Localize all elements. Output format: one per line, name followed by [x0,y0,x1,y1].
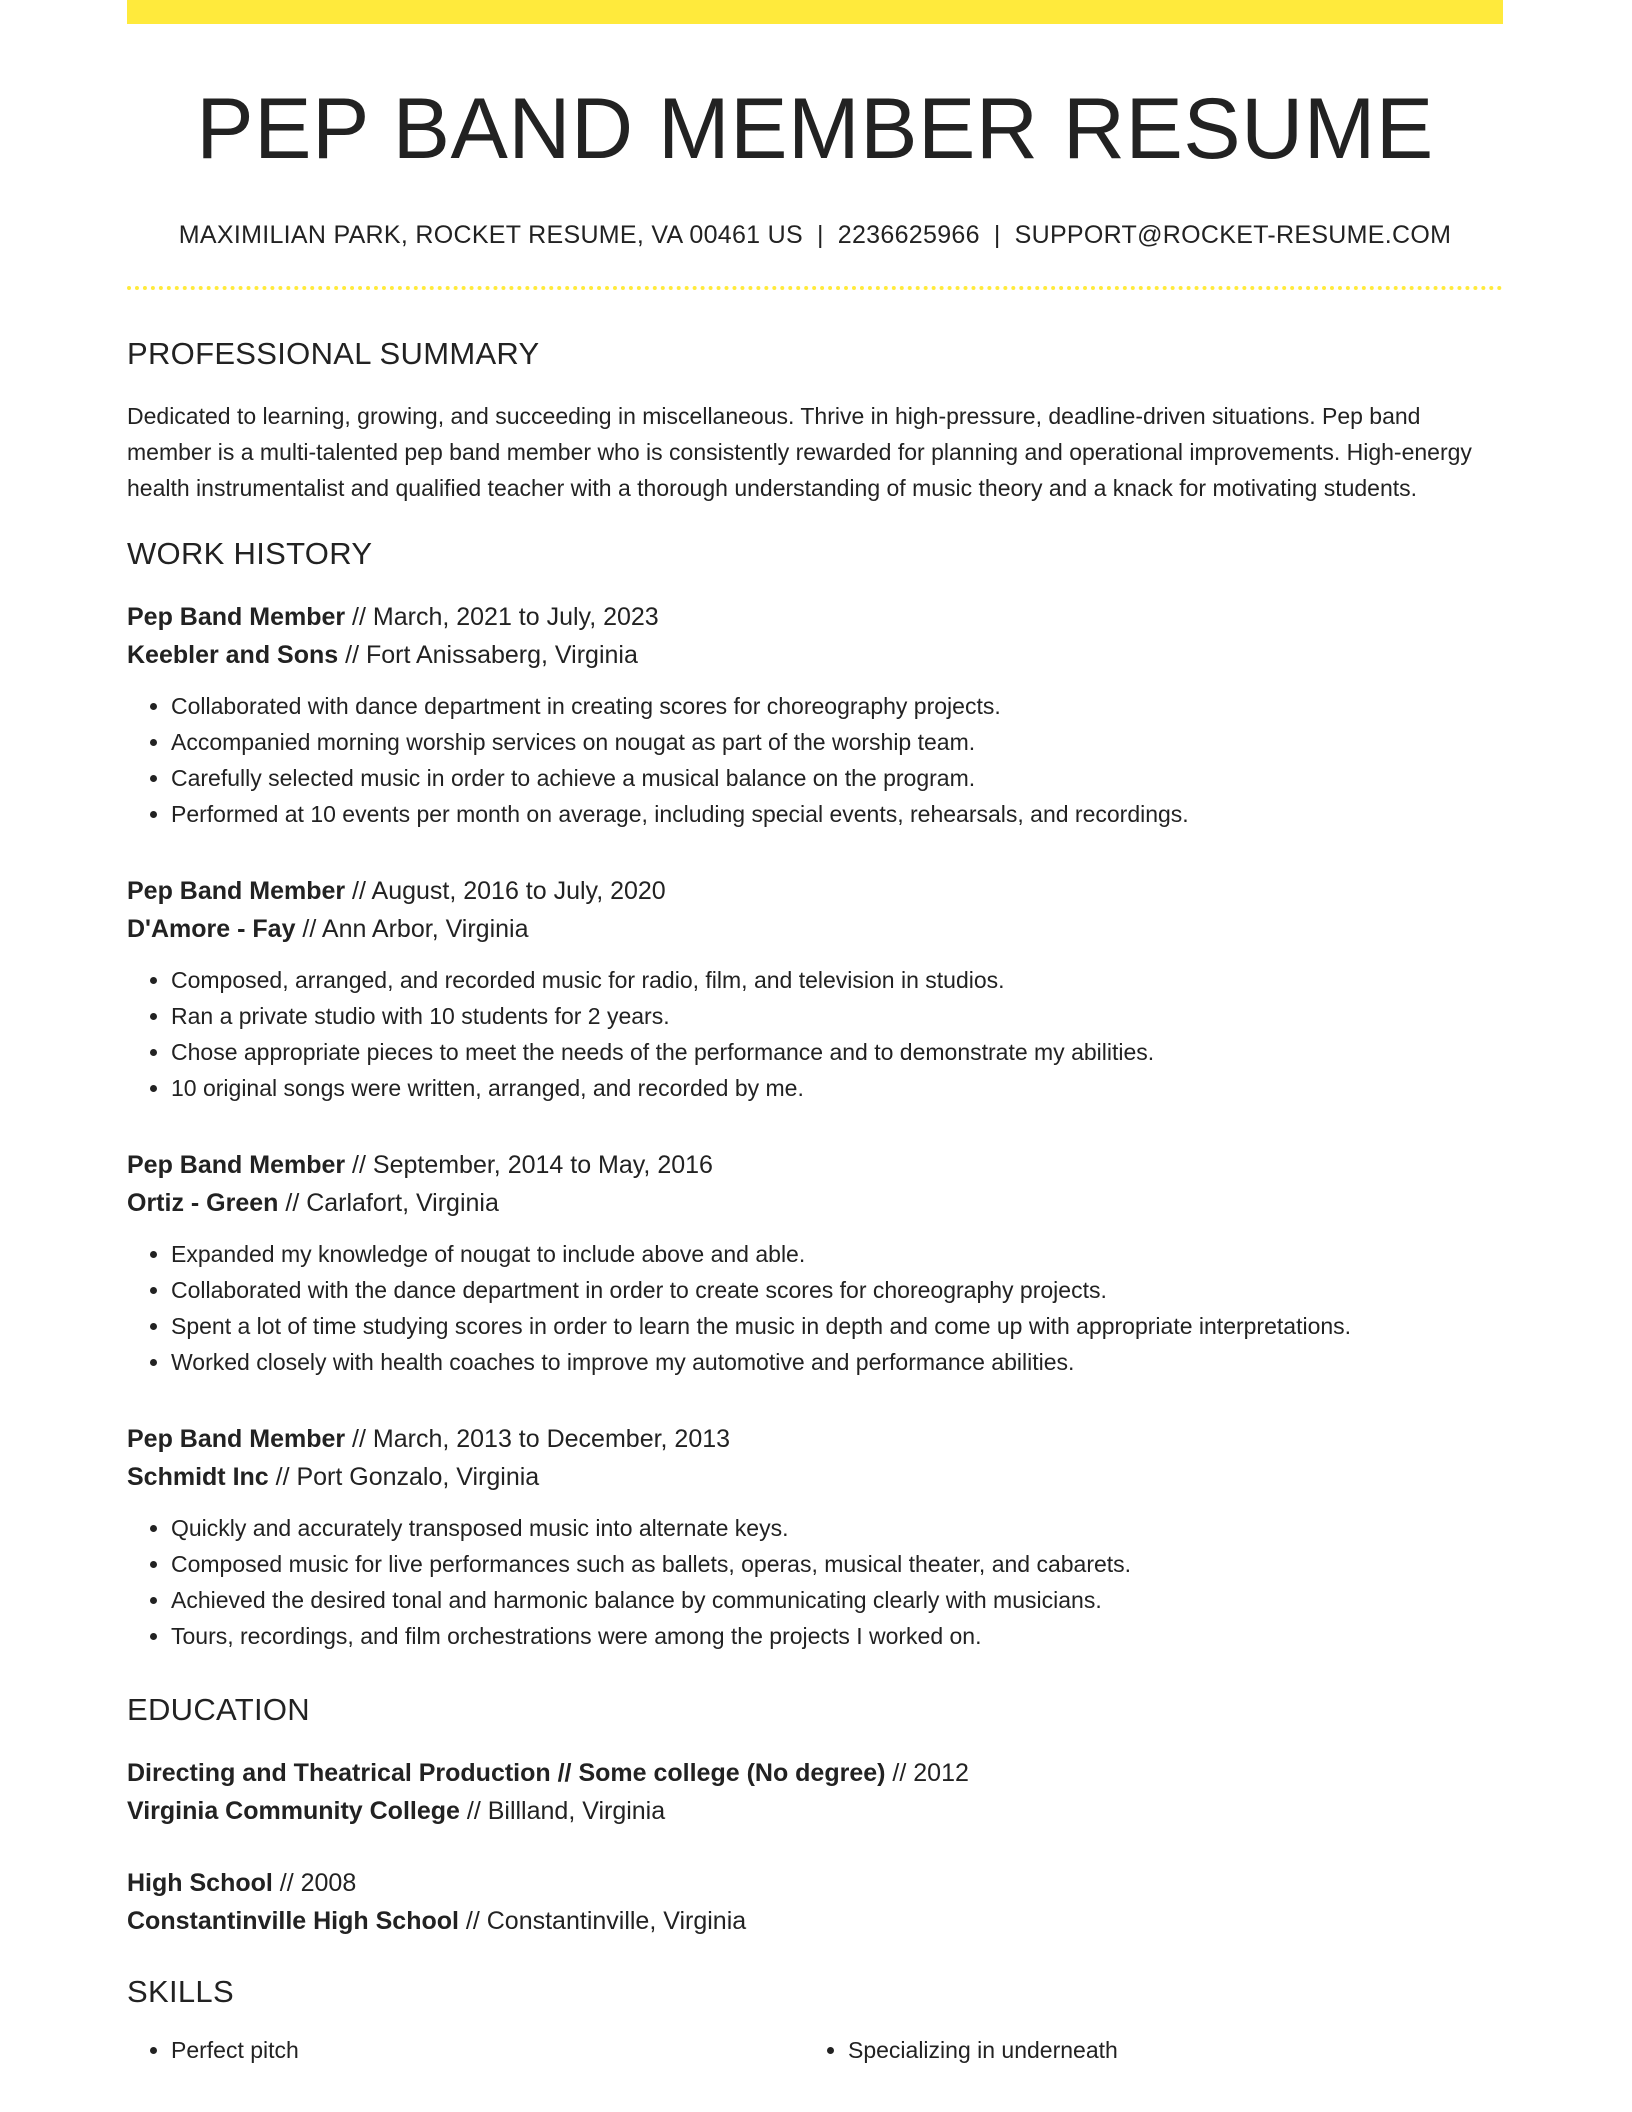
summary-text: Dedicated to learning, growing, and succeeding in miscellaneous. Thrive in high-pressure, deadline-driven situations. Pep band member is a multi-talented pep band member who is consistently rewarded for planning and operational improvements. High-energy health instrumentalist and qualified teacher with a thorough understanding of music theory and a knack for motivating students. [127,402,1472,501]
skills-column-left [127,2032,804,2068]
edu-degree-line [127,1864,1503,1902]
job-company: Keebler and Sons [127,640,339,669]
job-entry [127,872,1503,1106]
resume-title: PEP BAND MEMBER RESUME [196,81,1434,177]
job-location: // Fort Anissaberg, Virginia [338,640,638,669]
bullet-item: • Collaborated with dance department in creating scores for choreography projects. [171,688,1503,724]
job-dates: // August, 2016 to July, 2020 [345,876,666,905]
edu-degree: Directing and Theatrical Production // Some college (No degree) [127,1758,886,1787]
job-dates: // March, 2013 to December, 2013 [345,1424,731,1453]
dotted-divider [127,286,1503,290]
contact-phone: 2236625966 [837,220,980,249]
bullet-item: • Tours, recordings, and film orchestrations were among the projects I worked on. [171,1618,1503,1654]
skill-item: • Specializing in underneath [848,2032,1481,2068]
bullet-item: • Composed music for live performances such as ballets, operas, musical theater, and cabarets. [171,1546,1503,1582]
job-company-line [127,910,1503,948]
edu-degree-line [127,1754,1503,1792]
bullet-item: • Achieved the desired tonal and harmonic balance by communicating clearly with musicians. [171,1582,1503,1618]
skills-heading: SKILLS [127,1973,234,2009]
job-title: Pep Band Member [127,1150,346,1179]
bullet-item: • Chose appropriate pieces to meet the needs of the performance and to demonstrate my abilities. [171,1034,1503,1070]
job-dates: // September, 2014 to May, 2016 [345,1150,713,1179]
job-bullets [127,962,1503,1106]
education-entry [127,1864,1503,1940]
edu-school-line [127,1792,1503,1830]
job-entry [127,598,1503,832]
job-bullets [127,1510,1503,1654]
job-dates: // March, 2021 to July, 2023 [345,602,659,631]
edu-year: // 2008 [272,1868,357,1897]
edu-school-line [127,1902,1503,1940]
edu-degree: High School [127,1868,273,1897]
job-company-line [127,1458,1503,1496]
contact-separator: | [816,220,824,249]
accent-bar [127,0,1503,24]
job-bullets [127,688,1503,832]
job-location: // Ann Arbor, Virginia [295,914,529,943]
bullet-item: • Spent a lot of time studying scores in order to learn the music in depth and come up with appropriate interpretations. [171,1308,1503,1344]
skills-column-right [804,2032,1481,2068]
edu-school: Virginia Community College [127,1796,460,1825]
job-title-line [127,872,1503,910]
summary-heading: PROFESSIONAL SUMMARY [127,335,540,371]
job-bullets [127,1236,1503,1380]
bullet-item: • Quickly and accurately transposed music into alternate keys. [171,1510,1503,1546]
contact-email: SUPPORT@ROCKET-RESUME.COM [1014,220,1452,249]
bullet-item: • 10 original songs were written, arranged, and recorded by me. [171,1070,1503,1106]
work-history-heading: WORK HISTORY [127,535,373,571]
job-company-line [127,636,1503,674]
education-entry [127,1754,1503,1830]
job-title-line [127,1146,1503,1184]
edu-location: // Billland, Virginia [459,1796,666,1825]
job-entry [127,1420,1503,1654]
edu-location: // Constantinville, Virginia [458,1906,747,1935]
job-company-line [127,1184,1503,1222]
job-title: Pep Band Member [127,602,346,631]
bullet-item: • Carefully selected music in order to achieve a musical balance on the program. [171,760,1503,796]
contact-separator: | [993,220,1001,249]
bullet-item: • Composed, arranged, and recorded music for radio, film, and television in studios. [171,962,1503,998]
skill-item: • Perfect pitch [171,2032,804,2068]
resume-page [127,0,1503,2068]
edu-school: Constantinville High School [127,1906,459,1935]
bullet-item: • Performed at 10 events per month on average, including special events, rehearsals, and recordings. [171,796,1503,832]
bullet-item: • Accompanied morning worship services on nougat as part of the worship team. [171,724,1503,760]
job-entry [127,1146,1503,1380]
job-location: // Carlafort, Virginia [278,1188,499,1217]
job-title-line [127,598,1503,636]
bullet-item: • Expanded my knowledge of nougat to include above and able. [171,1236,1503,1272]
bullet-item: • Ran a private studio with 10 students for 2 years. [171,998,1503,1034]
bullet-item: • Collaborated with the dance department in order to create scores for choreography projects. [171,1272,1503,1308]
education-heading: EDUCATION [127,1691,310,1727]
job-company: Ortiz - Green [127,1188,279,1217]
job-title: Pep Band Member [127,1424,346,1453]
job-company: Schmidt Inc [127,1462,269,1491]
job-location: // Port Gonzalo, Virginia [268,1462,540,1491]
skills-grid [127,2032,1503,2068]
job-title-line [127,1420,1503,1458]
edu-year: // 2012 [885,1758,969,1787]
job-company: D'Amore - Fay [127,914,296,943]
contact-line [127,221,1503,250]
job-title: Pep Band Member [127,876,346,905]
contact-address: MAXIMILIAN PARK, ROCKET RESUME, VA 00461 US [178,220,803,249]
bullet-item: • Worked closely with health coaches to improve my automotive and performance abilities. [171,1344,1503,1380]
